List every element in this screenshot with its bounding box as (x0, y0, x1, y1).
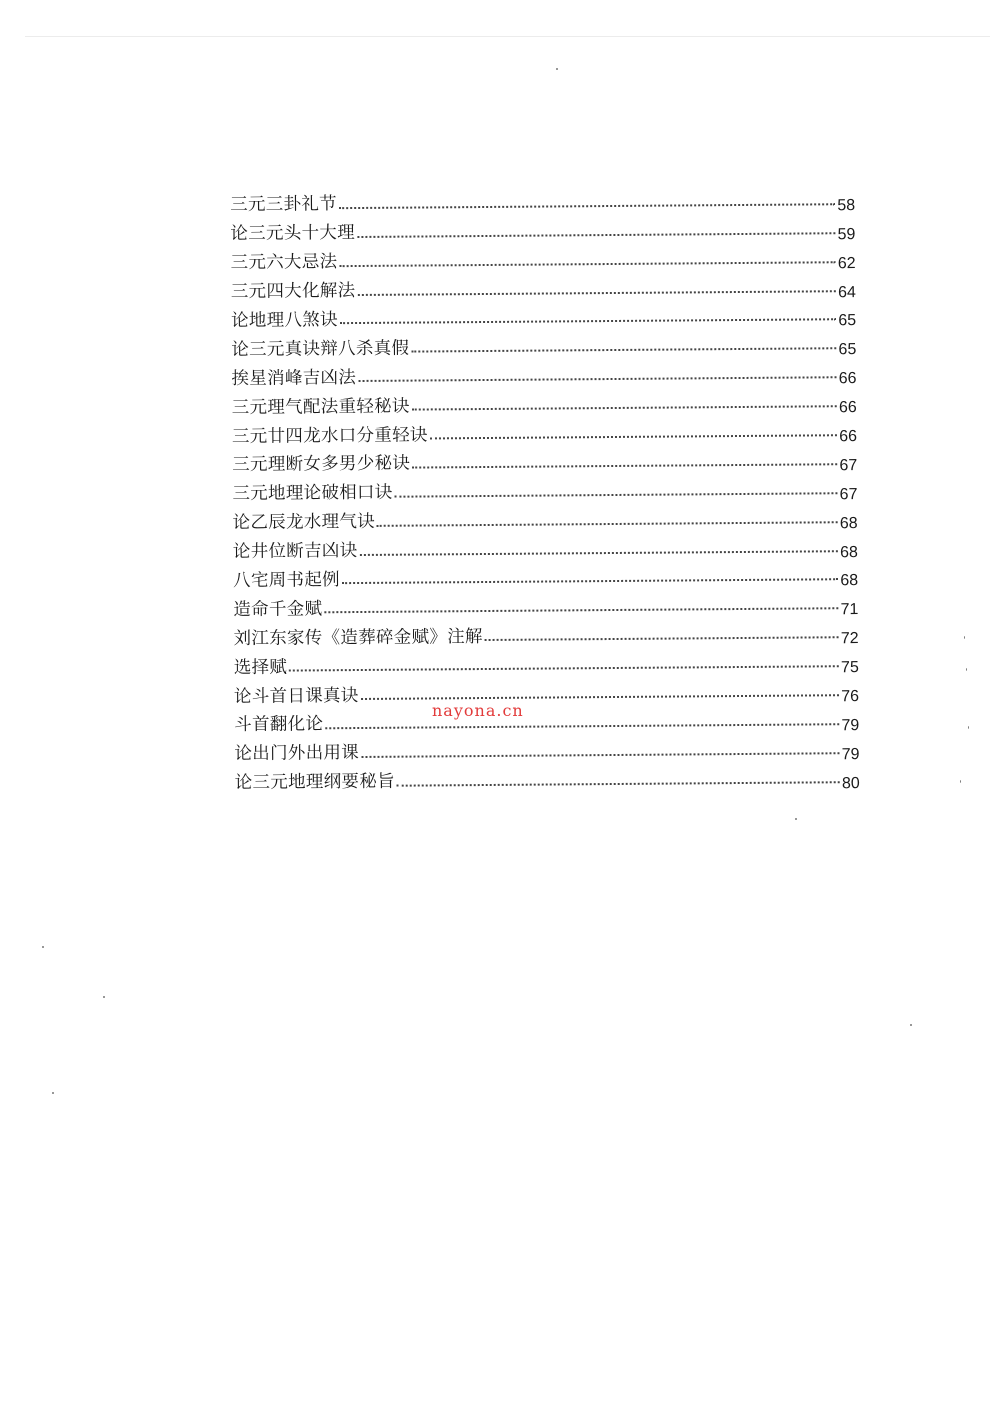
toc-leader-dots (342, 578, 838, 585)
toc-leader-dots (357, 231, 836, 238)
toc-entry-page: 79 (841, 745, 860, 764)
toc-entry-page: 62 (837, 254, 856, 272)
scan-speck (968, 726, 969, 729)
toc-entry-page: 67 (839, 456, 858, 475)
toc-entry-page: 59 (837, 225, 856, 244)
toc-entry-title: 三元理断女多男少秘诀 (232, 453, 411, 476)
toc-entry-page: 67 (839, 485, 858, 504)
scan-speck (964, 636, 965, 639)
toc-entry-page: 68 (840, 572, 859, 590)
toc-entry-title: 三元廿四龙水口分重轻诀 (231, 424, 428, 447)
toc-leader-dots (377, 520, 838, 527)
scan-speck (42, 946, 44, 948)
toc-entry-title: 选择赋 (233, 657, 288, 678)
toc-leader-dots (430, 433, 837, 439)
toc-entry-title: 论井位断吉凶诀 (232, 541, 358, 563)
toc-entry-title: 造命千金赋 (233, 599, 323, 620)
toc-leader-dots (339, 202, 835, 209)
toc-leader-dots (412, 462, 837, 468)
toc-entry[interactable] (235, 759, 860, 793)
scan-speck (103, 996, 105, 998)
toc-entry-page: 79 (841, 716, 860, 735)
toc-entry-title: 论出门外出用课 (234, 743, 360, 765)
toc-entry-title: 三元地理论破相口诀 (232, 483, 393, 505)
toc-leader-dots (395, 491, 838, 497)
toc-entry-title: 挨星消峰吉凶法 (231, 367, 357, 389)
scan-speck (910, 1024, 912, 1026)
scan-edge-line (25, 36, 990, 37)
toc-entry-title: 三元四大化解法 (230, 281, 356, 303)
toc-leader-dots (358, 375, 837, 382)
toc-entry-title: 斗首翻化论 (234, 714, 324, 736)
toc-leader-dots (361, 751, 840, 758)
scan-speck (960, 780, 961, 783)
toc-entry-title: 论地理八煞诀 (230, 310, 338, 331)
toc-leader-dots (361, 693, 840, 700)
toc-entry-title: 三元理气配法重轻秘诀 (231, 396, 410, 418)
toc-entry-page: 76 (841, 688, 860, 706)
toc-entry-title: 论三元地理纲要秘旨 (234, 771, 395, 794)
toc-leader-dots (340, 318, 836, 325)
toc-leader-dots (324, 607, 838, 614)
toc-entry-page: 80 (841, 774, 860, 792)
toc-leader-dots (289, 664, 839, 671)
toc-entry-title: 论三元真诀辩八杀真假 (231, 338, 410, 360)
toc-leader-dots (412, 404, 837, 410)
toc-entry-page: 66 (838, 399, 857, 417)
toc-entry-page: 75 (840, 659, 859, 677)
toc-entry-title: 论乙辰龙水理气诀 (232, 512, 376, 534)
scan-speck (966, 668, 967, 671)
toc-entry-title: 三元六大忌法 (230, 252, 338, 274)
scan-speck (795, 818, 797, 820)
toc-leader-dots (339, 260, 835, 267)
toc-entry-page: 66 (839, 428, 858, 446)
toc-entry-page: 72 (840, 630, 859, 648)
toc-leader-dots (397, 780, 840, 786)
toc-entry-title: 三元三卦礼节 (230, 194, 338, 216)
toc-entry-page: 58 (837, 196, 856, 215)
toc-entry-page: 68 (840, 543, 858, 561)
toc-entry-page: 64 (837, 283, 856, 301)
table-of-contents (230, 181, 860, 793)
watermark: nayona.cn (432, 701, 524, 720)
toc-leader-dots (359, 549, 838, 556)
toc-entry-page: 65 (838, 341, 857, 359)
toc-leader-dots (485, 635, 839, 641)
toc-entry-title: 论三元头十大理 (230, 223, 356, 245)
toc-entry-title: 八宅周书起例 (233, 570, 340, 591)
toc-entry-page: 65 (838, 312, 857, 330)
toc-entry-page: 68 (839, 514, 858, 532)
scan-speck (556, 68, 558, 70)
toc-leader-dots (325, 722, 839, 729)
toc-leader-dots (411, 347, 836, 353)
toc-leader-dots (357, 289, 836, 296)
toc-entry-title: 刘江东家传《造葬碎金赋》注解 (233, 626, 483, 649)
scan-speck (52, 1092, 54, 1094)
toc-entry-title: 论斗首日课真诀 (233, 685, 359, 707)
toc-entry-page: 66 (838, 370, 857, 388)
toc-entry-page: 71 (840, 601, 859, 619)
